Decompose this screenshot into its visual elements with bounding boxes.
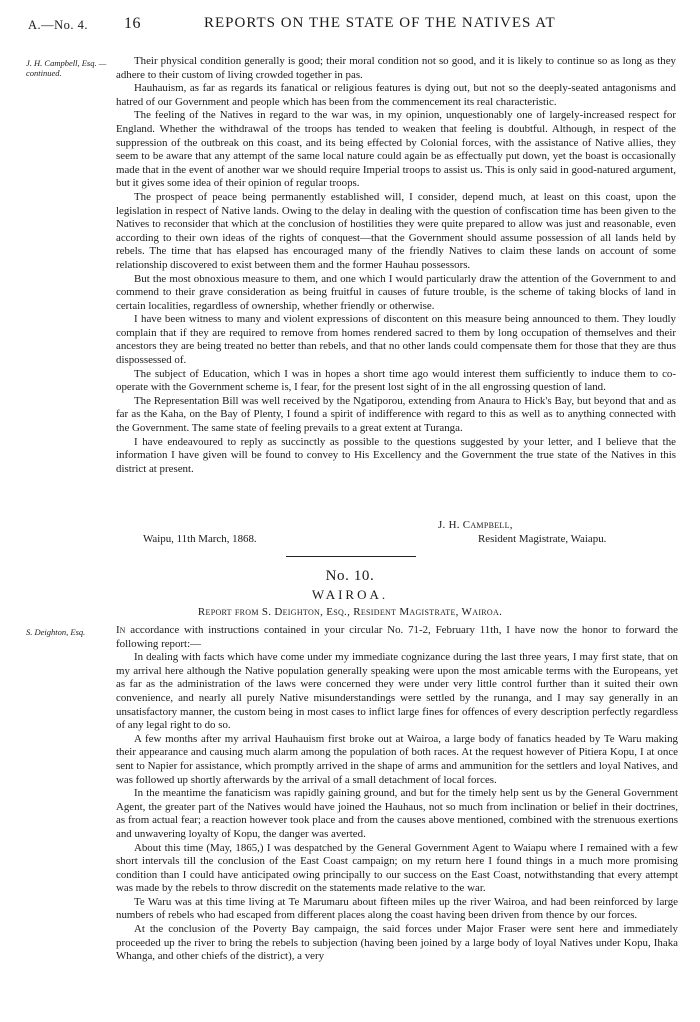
- document-reference: A.—No. 4.: [28, 18, 89, 32]
- paragraph: I have been witness to many and violent expressions of discontent on this measure being announced to them. They loudly complain that if they are required to remove from homes rendered sacred to them by long occupation of themselves and their ancestors they are being treated no better than rebels, and that no other lands could compensate them for those that they are thus dispossessed of.: [116, 313, 676, 367]
- paragraph: Te Waru was at this time living at Te Marumaru about fifteen miles up the river Wairoa, and had been reinforced by large numbers of rebels who had escaped from different places along the coast having been driven from thence by our forces.: [116, 895, 678, 922]
- signatory-position: Resident Magistrate, Waiapu.: [478, 533, 607, 545]
- paragraph: Hauhauism, as far as regards its fanatical or religious features is dying out, but not so the deeply-seated antagonisms and hatred of our Government and people which has been from the commencement its real characteristic.: [116, 82, 676, 108]
- paragraph: The feeling of the Natives in regard to the war was, in my opinion, unquestionably one of largely-increased respect for England. Whether the withdrawal of the troops has tended to weaken that feeling is doubtful. Although, in respect of the suppression of the outbreak on this coast, and its being effected by Colonial forces, with the assistance of Native allies, they seem to be aware that any attempt of the same local nature could again be as effectually put down, yet the boast is occasionally made that in the event of another war we should require Imperial troops to assist us. This is only said in good-natured argument, but it gives some idea of their opinion of regular troops.: [116, 109, 676, 190]
- report-title: Report from S. Deighton, Esq., Resident Magistrate, Wairoa.: [197, 606, 503, 618]
- paragraph: Their physical condition generally is good; their moral condition not so good, and it is likely to continue so as long as they adhere to their custom of living crowded together in pas.: [116, 55, 676, 81]
- paragraph: In the meantime the fanaticism was rapidly gaining ground, and but for the timely help sent us by the General Government Agent, the greater part of the Natives would have joined the Hauhaus, not so much from inclination or belief in their doctrines, as from actual fear; a reaction however took place and from the causes above mentioned, combined with the strenuous exertions and unwavering loyalty of Kopu, the danger was averted.: [116, 787, 678, 840]
- paragraph: At the conclusion of the Poverty Bay campaign, the said forces under Major Fraser were sent here and immediately proceeded up the river to bring the rebels to subjection (having been joined by a large body of loyal Natives under Kopu, Ihaka Whanga, and other chiefs of the district), a very: [116, 923, 678, 963]
- paragraph: I have endeavoured to reply as succinctly as possible to the questions suggested by your letter, and I believe that the information I have given will be found to convey to His Excellency and the Government the true state of the Natives in this district at present.: [116, 435, 676, 475]
- running-title: REPORTS ON THE STATE OF THE NATIVES AT: [204, 15, 556, 31]
- margin-note-campbell: J. H. Campbell, Esq. —continued.: [26, 58, 107, 78]
- page-number: 16: [124, 15, 141, 32]
- lead-word: In: [116, 624, 126, 636]
- section-number: No. 10.: [325, 568, 375, 584]
- paragraph: A few months after my arrival Hauhauism first broke out at Wairoa, a large body of fanatics headed by Te Waru making their appearance and causing much alarm among the population of both races. At the request however of Pitiera Kopu, I at once sent to Napier for assistance, which promptly arrived in the shape of arms and ammunition for the settlers and loyal Natives, and was followed up shortly afterwards by the arrival of a small detachment of local forces.: [116, 732, 678, 786]
- paragraph: About this time (May, 1865,) I was despatched by the General Government Agent to Waiapu where I remained with a few short intervals till the conclusion of the East Coast campaign; on my return here I found things in a much more promising condition than I could have anticipated owing principally to our success on the East Coast, notwithstanding that every attempt was made by the rebels to throw discredit on the statements made relative to the war.: [116, 841, 678, 895]
- paragraph: The Representation Bill was well received by the Ngatiporou, extending from Anaura to Hick's Bay, but beyond that and as far as the Kaha, on the Bay of Plenty, I found a spirit of indifference with regard to this as well as to anything connected with the Government. The same state of feeling prevails to a great extent at Turanga.: [116, 394, 676, 435]
- section-divider: [286, 556, 416, 557]
- place-date: Waipu, 11th March, 1868.: [143, 533, 257, 545]
- paragraph: But the most obnoxious measure to them, and one which I would particularly draw the attention of the Government to and commend to their grave consideration as being fruitful in causes of future trouble, is the scheme of taking blocks of land in certain localities, regardless of ownership, whether friendly or otherwise.: [116, 272, 676, 312]
- paragraph: The subject of Education, which I was in hopes a short time ago would interest them sufficiently to induce them to co-operate with the Government scheme is, I fear, for the present lost sight of in the all engrossing question of land.: [116, 367, 676, 394]
- opening-text: accordance with instructions contained in your circular No. 71-2, February 11th, I have now the honor to forward the following report:—: [116, 624, 678, 650]
- deighton-report-body: [116, 624, 678, 964]
- campbell-report-body: [116, 55, 676, 476]
- page-header: [28, 14, 688, 38]
- section-place: WAIROA.: [311, 587, 389, 602]
- paragraph: The prospect of peace being permanently established will, I consider, depend much, at least on this coast, upon the legislation in respect of Native lands. Owing to the delay in dealing with the question of confiscation time has been given to the Natives to reconsider that which at the conclusion of hostilities they were quite prepared to allow was just and reasonable, even according to their own ideas of the rights of conquest—that the Government should assume possession of all lands held by rebels. The time that has elapsed has encouraged many of the friendly Natives to claim these lands on account of some relationship discovered to exist between them and the former Hauhau possessors.: [116, 190, 676, 271]
- margin-note-deighton: S. Deighton, Esq.: [26, 627, 86, 637]
- opening-paragraph: [116, 624, 678, 651]
- signature: J. H. Campbell,: [438, 519, 513, 531]
- paragraph: In dealing with facts which have come under my immediate cognizance during the last three years, I may first state, that on my arrival here although the Native population generally speaking were upon the most amicable terms with the Europeans, yet as far as the administration of the laws were concerned they were under very little control further than it suited their own convenience, and nearly all purely Native misunderstandings were settled by the runanga, and I may say generally in an unsatisfactory manner, the custom being in most cases to inflict large fines for offences of every description perfectly regardless of any legal right to do so.: [116, 651, 678, 732]
